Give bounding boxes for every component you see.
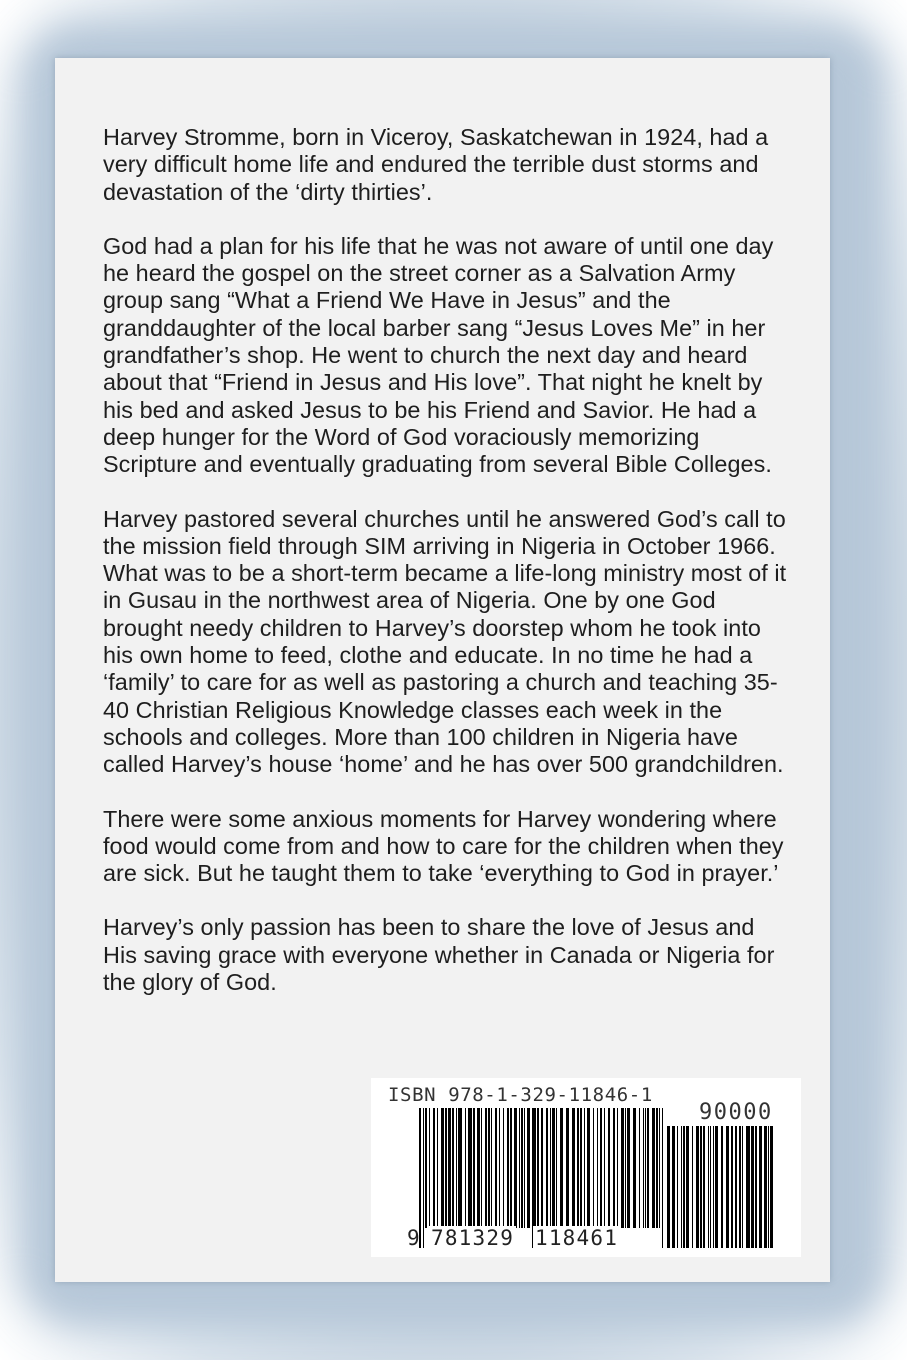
barcode-bar [521, 1108, 523, 1228]
barcode-bar [477, 1108, 480, 1228]
barcode-bar [546, 1108, 548, 1228]
barcode-bar [731, 1126, 733, 1248]
barcode-bar [452, 1108, 454, 1228]
barcode-bar [726, 1126, 729, 1248]
barcode-bar [524, 1108, 525, 1228]
barcode-bar [715, 1126, 718, 1248]
barcode-bar [659, 1108, 660, 1228]
paragraph-2: God had a plan for his life that he was not aware of until one day he heard the gospel on the street corner as a Salvation Army group sang “What a Friend We Have in Jesus” and the granddaughter of the local barber sang “Jesus Loves Me” in her grandfather’s shop. He went to church the next day and heard about that “Friend in Jesus and His love”. That night he knelt by his bed and asked Jesus to be his Friend and Savior. He had a deep hunger for the Word of God voraciously memorizing Scripture and eventually graduating from several Bible Colleges. [103, 232, 774, 478]
barcode-bar [458, 1108, 462, 1228]
barcode-bar [625, 1108, 626, 1228]
barcode-bar [481, 1108, 482, 1228]
barcode-bar [735, 1126, 737, 1248]
barcode-bar [627, 1108, 630, 1228]
barcode-bar [550, 1108, 551, 1228]
barcode-bar [639, 1108, 640, 1228]
barcode-bar [600, 1108, 602, 1228]
barcode-bar [647, 1108, 649, 1228]
barcode-bar [617, 1108, 618, 1228]
barcode-bar [456, 1108, 457, 1228]
barcode-bar [448, 1108, 451, 1228]
barcode-bar [423, 1108, 424, 1248]
barcode-bar [584, 1108, 585, 1228]
barcode-bar [613, 1108, 615, 1228]
barcode-bar [503, 1108, 504, 1228]
barcode-bar [468, 1108, 472, 1228]
barcode-bar [441, 1108, 444, 1228]
paragraph-5: Harvey’s only passion has been to share the love of Jesus and His saving grace with everyone whether in Canada or Nigeria for the glory of God. [103, 914, 775, 996]
barcode-bar [721, 1126, 723, 1248]
barcode-bar [621, 1108, 624, 1228]
barcode-bar [703, 1126, 705, 1248]
paragraph-3: Harvey pastored several churches until he answered God’s call to the mission field through SIM arriving in Nigeria in October 1966. What was to be a short-term became a life-long ministry most of it in Gusau in the northwest area of Nigeria. One by one God brought needy children to Harvey’s doorstep whom he took into his own home to feed, clothe and educate. In no time he had a ‘family’ to care for as well as pastoring a church and teaching 35-40 Christian Religious Knowledge classes each week in the schools and colleges. More than 100 children in Nigeria have called Harvey’s house ‘home’ and he has over 500 grandchildren. [103, 505, 787, 778]
barcode-bar [710, 1126, 711, 1248]
barcode-bar [552, 1108, 555, 1228]
barcode-bar [572, 1108, 575, 1228]
paragraph-4: There were some anxious moments for Harvey wondering where food would come from and how to care for the children when they are sick. But he taught them to take ‘everything to God in prayer.’ [103, 805, 784, 887]
barcode-bar [751, 1126, 754, 1248]
barcode-bar [686, 1126, 689, 1248]
barcode-bar [556, 1108, 557, 1228]
barcode-bar [597, 1108, 598, 1228]
barcode-digits-left: 781329 [431, 1226, 515, 1250]
barcode-bar [566, 1108, 569, 1228]
description-text [103, 124, 793, 1023]
barcode-bar [652, 1108, 655, 1228]
barcode-bar [768, 1126, 769, 1248]
barcode-digits-right: 118461 [535, 1226, 619, 1250]
barcode-bar [433, 1108, 435, 1228]
barcode-bar [696, 1126, 699, 1248]
barcode-bar [633, 1108, 636, 1228]
barcode-bar [746, 1126, 750, 1248]
barcode-bar [681, 1126, 682, 1248]
barcode-bar [593, 1108, 594, 1228]
barcode-bar [445, 1108, 447, 1228]
barcode-bar [755, 1126, 757, 1248]
barcode-bar [499, 1108, 500, 1228]
barcode-bar [604, 1108, 605, 1228]
barcode-bar [429, 1108, 430, 1228]
barcode-bar [465, 1108, 466, 1228]
barcode-bar [662, 1108, 663, 1248]
barcode-first-digit: 9 [407, 1226, 420, 1250]
barcode-bar [587, 1108, 590, 1228]
isbn-barcode [371, 1078, 801, 1257]
barcode-bar [713, 1126, 714, 1248]
barcode-bar [560, 1108, 563, 1228]
price-code: 90000 [699, 1100, 773, 1125]
barcode-bars-addon [667, 1126, 773, 1248]
barcode-bar [692, 1126, 693, 1248]
barcode-bar [656, 1108, 658, 1228]
barcode-bar [645, 1108, 646, 1228]
barcode-bar [485, 1108, 487, 1228]
barcode-bar [759, 1126, 762, 1248]
barcode-bar [473, 1108, 475, 1228]
barcode-bar [510, 1108, 512, 1228]
back-cover-page [55, 58, 830, 1282]
barcode-bar [672, 1126, 675, 1248]
barcode-bar [608, 1108, 610, 1228]
barcode-bar [770, 1126, 773, 1248]
barcode-bar [519, 1108, 520, 1228]
barcode-bar [541, 1108, 543, 1228]
barcode-bar [667, 1126, 670, 1248]
barcode-bar [739, 1126, 741, 1248]
barcode-bar [683, 1126, 685, 1248]
barcode-bar [643, 1108, 644, 1228]
barcode-bar [700, 1126, 702, 1248]
barcode-bar [514, 1108, 517, 1228]
barcode-bar [527, 1108, 530, 1228]
barcode-bar [507, 1108, 509, 1228]
barcode-bar [580, 1108, 582, 1228]
barcode-bar [437, 1108, 438, 1228]
barcode-bar [488, 1108, 490, 1228]
barcode-bar [742, 1126, 743, 1248]
isbn-label: ISBN 978-1-329-11846-1 [388, 1084, 653, 1106]
barcode-bar [708, 1126, 709, 1248]
barcode-bar [491, 1108, 492, 1228]
barcode-bar [677, 1126, 678, 1248]
barcode-bar [495, 1108, 497, 1228]
paragraph-1: Harvey Stromme, born in Viceroy, Saskatchewan in 1924, had a very difficult home life and endured the terrible dust storms and devastation of the ‘dirty thirties’. [103, 124, 769, 205]
barcode-bar [764, 1126, 767, 1248]
barcode-bar [577, 1108, 579, 1228]
barcode-bar [425, 1108, 427, 1228]
